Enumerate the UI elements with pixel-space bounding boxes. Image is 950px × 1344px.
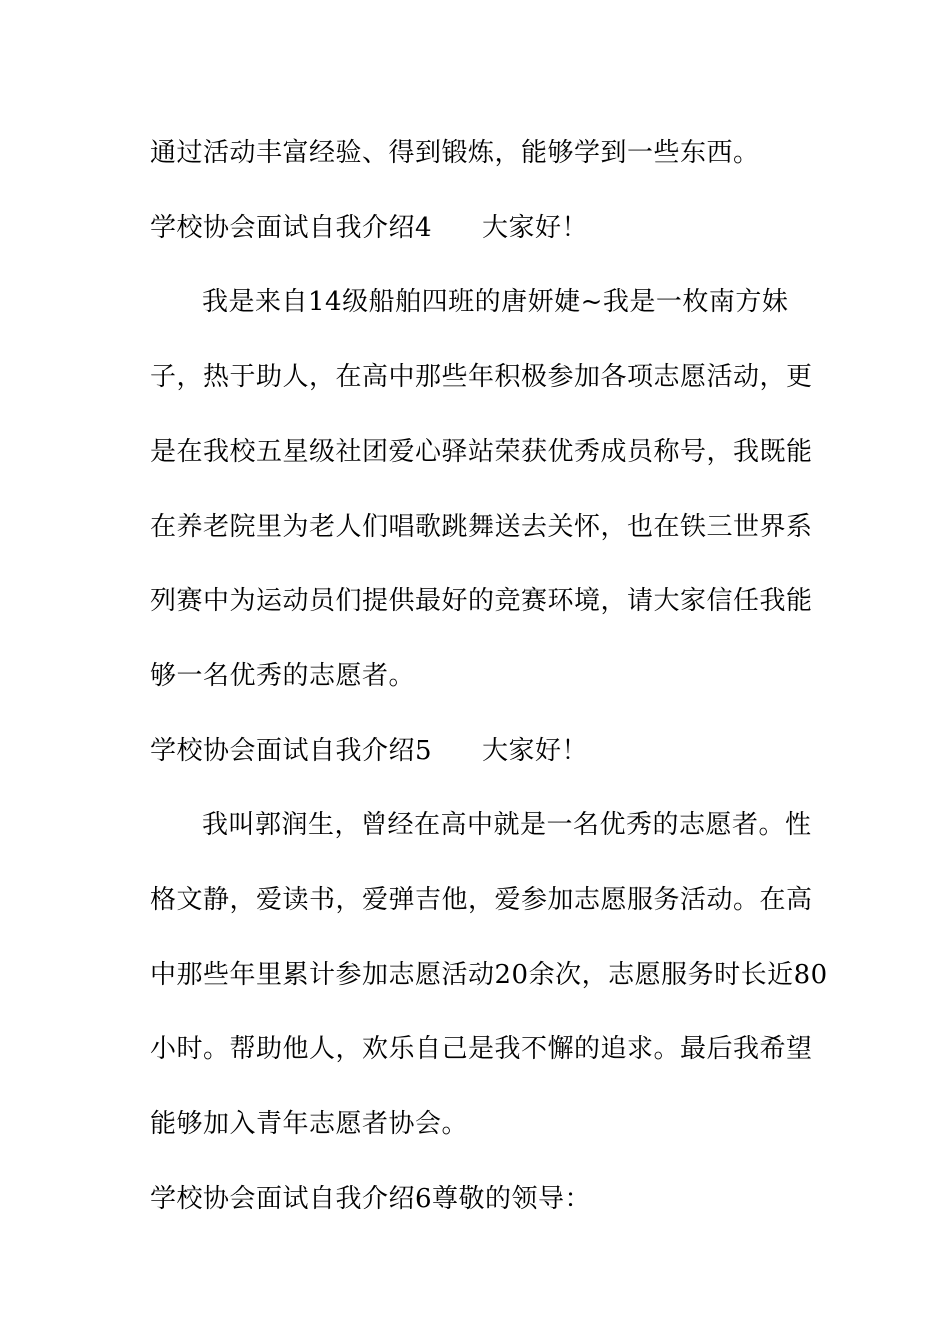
paragraph-line: 子，热于助人，在高中那些年积极参加各项志愿活动，更 bbox=[150, 362, 813, 392]
paragraph-line: 能够加入青年志愿者协会。 bbox=[150, 1109, 469, 1139]
paragraph-line: 列赛中为运动员们提供最好的竞赛环境，请大家信任我能 bbox=[150, 586, 813, 616]
paragraph-line: 格文静，爱读书，爱弹吉他，爱参加志愿服务活动。在高 bbox=[150, 885, 813, 915]
paragraph-line: 够一名优秀的志愿者。 bbox=[150, 661, 416, 691]
section-heading-5 bbox=[150, 734, 588, 768]
paragraph-line: 在养老院里为老人们唱歌跳舞送去关怀，也在铁三世界系 bbox=[150, 512, 813, 542]
section-heading-6: 学校协会面试自我介绍6尊敬的领导： bbox=[150, 1184, 592, 1214]
paragraph-line: 我叫郭润生，曾经在高中就是一名优秀的志愿者。性 bbox=[202, 810, 812, 840]
paragraph-line: 小时。帮助他人，欢乐自己是我不懈的追求。最后我希望 bbox=[150, 1034, 813, 1064]
paragraph-line: 中那些年里累计参加志愿活动20余次，志愿服务时长近80 bbox=[150, 960, 828, 990]
paragraph-line: 我是来自14级船舶四班的唐妍婕~我是一枚南方妹 bbox=[202, 287, 789, 317]
section-title: 学校协会面试自我介绍4 bbox=[150, 213, 433, 243]
section-heading-4 bbox=[150, 211, 588, 245]
greeting: 大家好！ bbox=[482, 213, 589, 243]
section-title: 学校协会面试自我介绍5 bbox=[150, 736, 433, 766]
greeting: 大家好！ bbox=[482, 736, 589, 766]
paragraph-line: 是在我校五星级社团爱心驿站荣获优秀成员称号，我既能 bbox=[150, 437, 813, 467]
paragraph-line: 通过活动丰富经验、得到锻炼，能够学到一些东西。 bbox=[150, 138, 760, 168]
